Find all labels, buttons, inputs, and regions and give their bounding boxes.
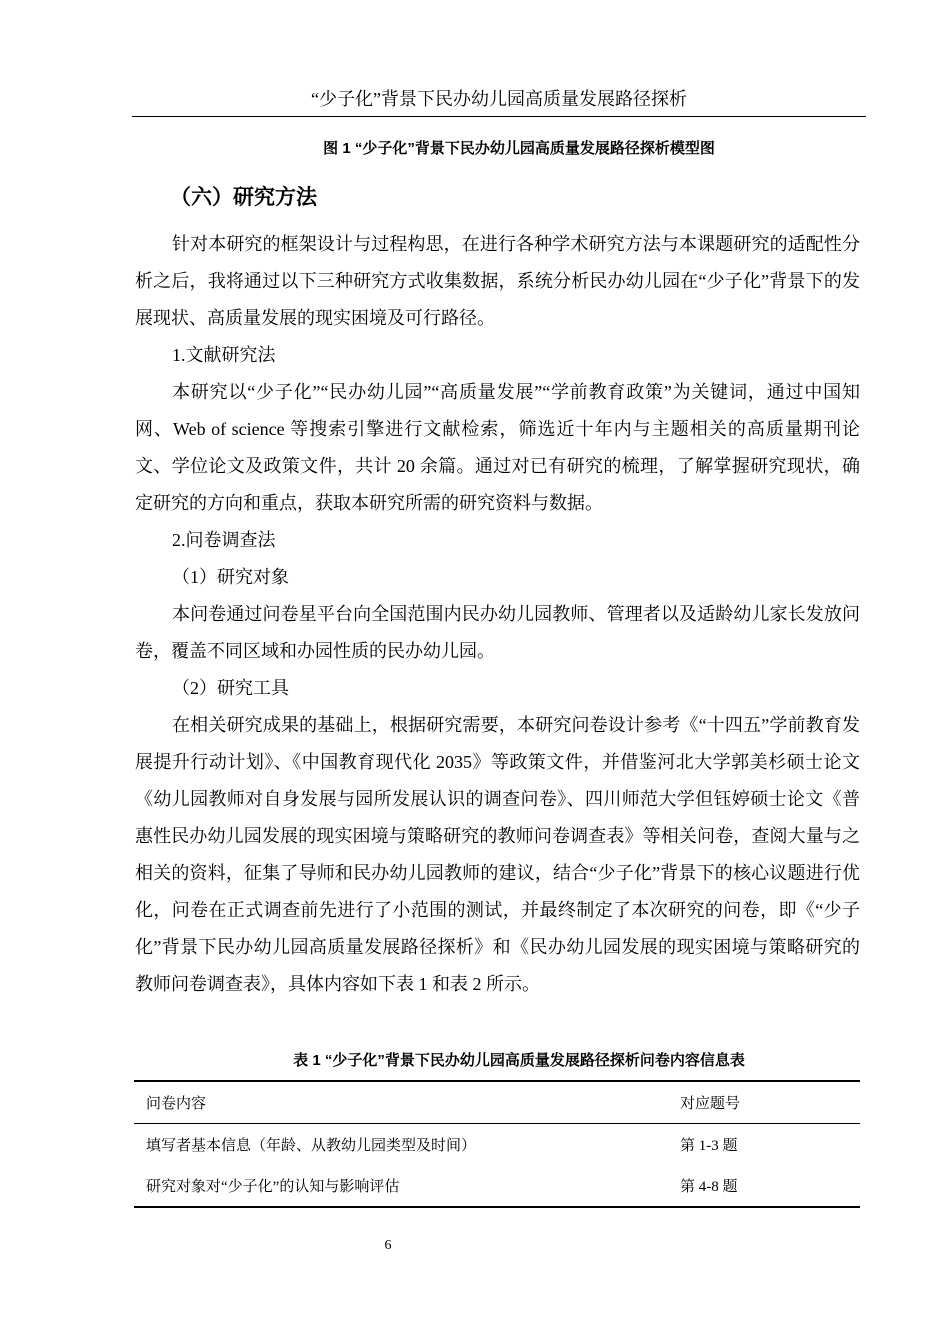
table-cell: 第 1-3 题 bbox=[680, 1138, 738, 1154]
table-header-row bbox=[134, 1081, 860, 1124]
table-header-cell: 问卷内容 bbox=[134, 1081, 668, 1124]
header-rule bbox=[132, 116, 866, 117]
sub2-paragraph: 在相关研究成果的基础上，根据研究需要，本研究问卷设计参考《“十四五”学前教育发展提升行动计划》、《中国教育现代化 2035》等政策文件，并借鉴河北大学郭美杉硕士论文《幼儿园教师对自身发展与园所发展认识的调查问卷》、四川师范大学但钰婷硕士论文《普惠性民办幼儿园发展的现实困境与策略研究的教师问卷调查表》等相关问卷，查阅大量与之相关的资料，征集了导师和民办幼儿园教师的建议，结合“少子化”背景下的核心议题进行优化，问卷在正式调查前先进行了小范围的测试，并最终制定了本次研究的问卷，即《“少子化”背景下民办幼儿园高质量发展路径探析》和《民办幼儿园发展的现实困境与策略研究的教师问卷调查表》，具体内容如下表 1 和表 2 所示。 bbox=[135, 715, 860, 994]
table-cell: 第 4-8 题 bbox=[668, 1165, 860, 1207]
table-row bbox=[134, 1165, 860, 1207]
method1-heading: 1.文献研究法 bbox=[172, 345, 276, 365]
running-header: “少子化”背景下民办幼儿园高质量发展路径探析 bbox=[311, 89, 687, 109]
body-text bbox=[135, 226, 860, 1003]
questionnaire-info-table bbox=[134, 1080, 860, 1208]
sub1-paragraph: 本问卷通过问卷星平台向全国范围内民办幼儿园教师、管理者以及适龄幼儿家长发放问卷，覆盖不同区域和办园性质的民办幼儿园。 bbox=[135, 604, 860, 661]
table-row bbox=[134, 1124, 860, 1166]
sub2-heading: （2）研究工具 bbox=[172, 678, 289, 698]
intro-paragraph: 针对本研究的框架设计与过程构思，在进行各种学术研究方法与本课题研究的适配性分析之后，我将通过以下三种研究方式收集数据，系统分析民办幼儿园在“少子化”背景下的发展现状、高质量发展的现实困境及可行路径。 bbox=[135, 234, 860, 328]
table-header-cell: 对应题号 bbox=[668, 1081, 860, 1124]
table-cell: 研究对象对“少子化”的认知与影响评估 bbox=[134, 1165, 668, 1207]
sub1-heading: （1）研究对象 bbox=[172, 567, 289, 587]
table-cell: 填写者基本信息（年龄、从教幼儿园类型及时间） bbox=[146, 1138, 477, 1154]
section-heading: （六）研究方法 bbox=[170, 185, 317, 209]
table-caption: 表 1 “少子化”背景下民办幼儿园高质量发展路径探析问卷内容信息表 bbox=[293, 1052, 745, 1069]
method1-paragraph: 本研究以“少子化”“民办幼儿园”“高质量发展”“学前教育政策”为关键词，通过中国知网、Web of science 等搜索引擎进行文献检索，筛选近十年内与主题相关的高质量期刊论文、学位论文及政策文件，共计 20 余篇。通过对已有研究的梳理，了解掌握研究现状，确定研究的方向和重点，获取本研究所需的研究资料与数据。 bbox=[135, 382, 860, 513]
page-number: 6 bbox=[384, 1238, 392, 1253]
figure-caption: 图 1 “少子化”背景下民办幼儿园高质量发展路径探析模型图 bbox=[323, 140, 715, 157]
method2-heading: 2.问卷调查法 bbox=[172, 530, 276, 550]
